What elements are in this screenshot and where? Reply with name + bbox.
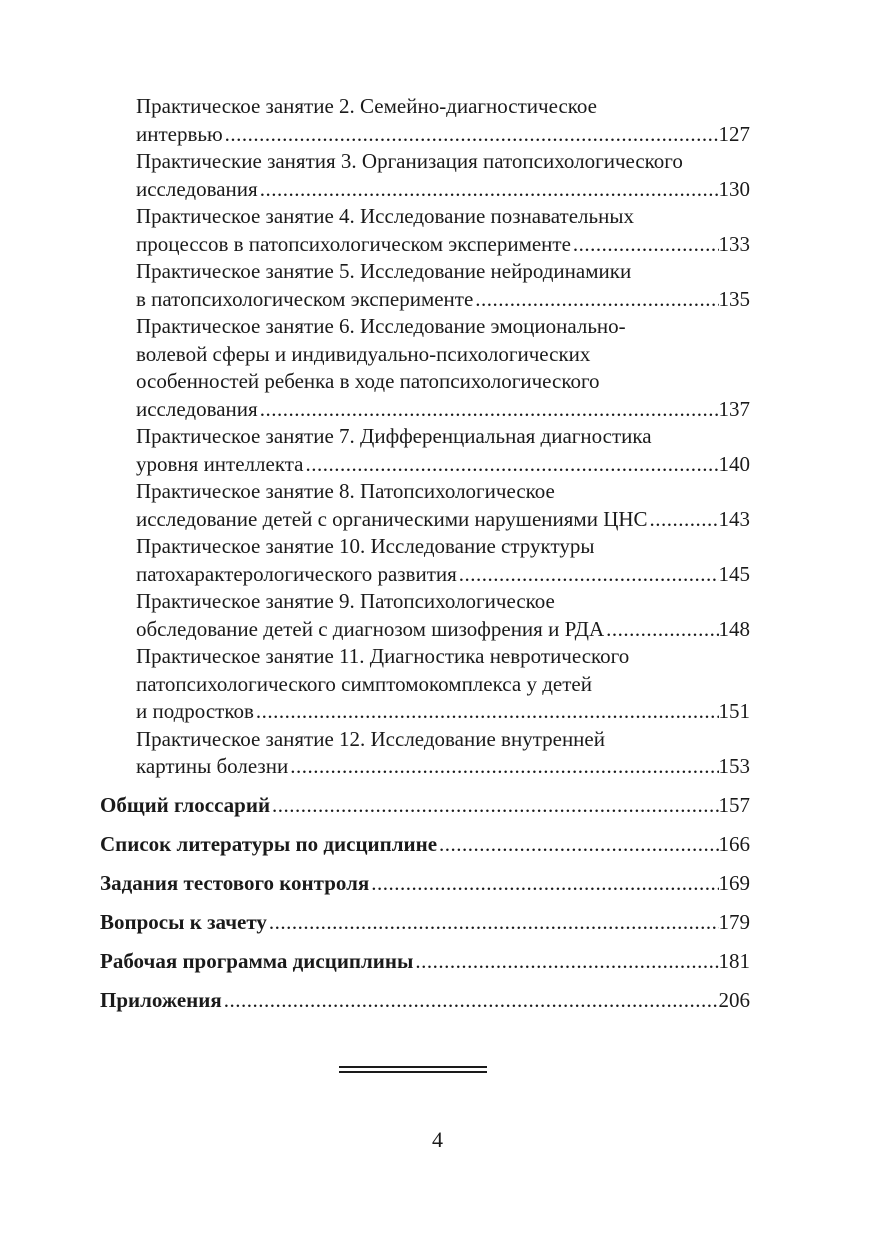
dot-leader xyxy=(288,753,718,781)
toc-main-entry[interactable] xyxy=(100,987,750,1015)
toc-entry-line: Практическое занятие 4. Исследование познавательных xyxy=(136,204,634,228)
toc-entry-title: патохарактерологического развития xyxy=(136,561,457,586)
toc-entry[interactable] xyxy=(100,726,750,781)
toc-page-number: 153 xyxy=(718,754,750,778)
rule-line xyxy=(339,1071,487,1073)
toc-entry-title: интервью xyxy=(136,121,223,146)
page-number: 4 xyxy=(432,1127,443,1152)
dot-leader xyxy=(223,121,719,149)
toc-entry-line: Практическое занятие 7. Дифференциальная диагностика xyxy=(136,424,652,448)
toc-entry-title: исследование детей с органическими нарушениями ЦНС xyxy=(136,506,648,531)
toc-entry[interactable] xyxy=(100,588,750,643)
toc-entry-line: патопсихологического симптомокомплекса у детей xyxy=(136,671,592,696)
dot-leader xyxy=(258,176,719,204)
toc-main-title: Общий глоссарий xyxy=(100,793,271,817)
dot-leader xyxy=(604,616,718,644)
toc-page-number: 157 xyxy=(718,793,750,817)
toc-entry-line: Практическое занятие 2. Семейно-диагностическое xyxy=(136,94,597,118)
toc-entry-title: в патопсихологическом эксперименте xyxy=(136,286,474,311)
toc-page-number: 166 xyxy=(718,832,750,856)
toc-main-entry[interactable] xyxy=(100,831,750,859)
toc-entry[interactable] xyxy=(100,533,750,588)
toc-page-number: 145 xyxy=(718,561,750,586)
toc-entry-line: особенностей ребенка в ходе патопсихологического xyxy=(136,369,600,393)
toc-page-number: 137 xyxy=(718,396,750,421)
toc-entry-title: картины болезни xyxy=(136,754,289,778)
dot-leader xyxy=(270,792,718,820)
toc-entry[interactable] xyxy=(100,258,750,313)
toc-entry-title: исследования xyxy=(136,176,258,201)
toc-entry[interactable] xyxy=(100,93,750,148)
toc-entry-line: волевой сферы и индивидуально-психологических xyxy=(136,341,591,366)
toc-entry[interactable] xyxy=(100,643,750,726)
toc-entry-line: Практическое занятие 6. Исследование эмоционально- xyxy=(136,314,626,338)
dot-leader xyxy=(473,286,718,314)
double-rule-divider xyxy=(339,1066,487,1073)
toc-entry-title: процессов в патопсихологическом эксперименте xyxy=(136,231,571,256)
toc-main-entry[interactable] xyxy=(100,870,750,898)
toc-entry-title: уровня интеллекта xyxy=(136,451,304,476)
toc-entry-line: Практические занятия 3. Организация патопсихологического xyxy=(136,149,683,173)
toc-entry-title: исследования xyxy=(136,396,258,421)
dot-leader xyxy=(571,231,719,259)
toc-main-entry[interactable] xyxy=(100,948,750,976)
dot-leader xyxy=(413,948,718,976)
dot-leader xyxy=(254,698,719,726)
toc-page-number: 179 xyxy=(718,910,750,934)
table-of-contents xyxy=(100,93,750,1015)
toc-main-title: Задания тестового контроля xyxy=(100,871,370,895)
toc-entry-title: и подростков xyxy=(136,699,254,723)
toc-page-number: 130 xyxy=(718,176,750,201)
toc-main-title: Список литературы по дисциплине xyxy=(100,832,438,856)
toc-entry[interactable] xyxy=(100,203,750,258)
toc-main-title: Вопросы к зачету xyxy=(100,910,267,934)
dot-leader xyxy=(457,561,719,589)
toc-entry[interactable] xyxy=(100,148,750,203)
toc-page-number: 181 xyxy=(718,949,750,973)
toc-main-entry[interactable] xyxy=(100,909,750,937)
dot-leader xyxy=(304,451,719,479)
toc-page-number: 127 xyxy=(718,121,750,146)
toc-main-title: Рабочая программа дисциплины xyxy=(100,949,414,973)
toc-page-number: 140 xyxy=(718,451,750,476)
toc-entry-line: Практическое занятие 5. Исследование нейродинамики xyxy=(136,259,632,283)
toc-main-title: Приложения xyxy=(100,988,222,1012)
rule-line xyxy=(339,1066,487,1068)
toc-page-number: 151 xyxy=(718,699,750,723)
toc-entry-line: Практическое занятие 8. Патопсихологическое xyxy=(136,479,555,503)
toc-entry-title: обследование детей с диагнозом шизофрения и РДА xyxy=(136,616,605,641)
dot-leader xyxy=(267,909,719,937)
toc-entry-line: Практическое занятие 9. Патопсихологическое xyxy=(136,589,555,613)
toc-entry-line: Практическое занятие 11. Диагностика невротического xyxy=(136,644,630,668)
toc-main-entry[interactable] xyxy=(100,792,750,820)
toc-page-number: 135 xyxy=(718,286,750,311)
toc-page-number: 133 xyxy=(718,231,750,256)
toc-entry-line: Практическое занятие 12. Исследование внутренней xyxy=(136,726,605,751)
toc-entry[interactable] xyxy=(100,423,750,478)
dot-leader xyxy=(648,506,719,534)
toc-entry[interactable] xyxy=(100,313,750,423)
toc-page-number: 143 xyxy=(718,506,750,531)
dot-leader xyxy=(369,870,718,898)
dot-leader xyxy=(437,831,718,859)
toc-page-number: 148 xyxy=(718,616,750,641)
toc-page-number: 169 xyxy=(718,871,750,895)
dot-leader xyxy=(222,987,719,1015)
toc-entry-line: Практическое занятие 10. Исследование структуры xyxy=(136,534,595,558)
toc-page-number: 206 xyxy=(718,988,750,1012)
dot-leader xyxy=(258,396,719,424)
toc-entry[interactable] xyxy=(100,478,750,533)
